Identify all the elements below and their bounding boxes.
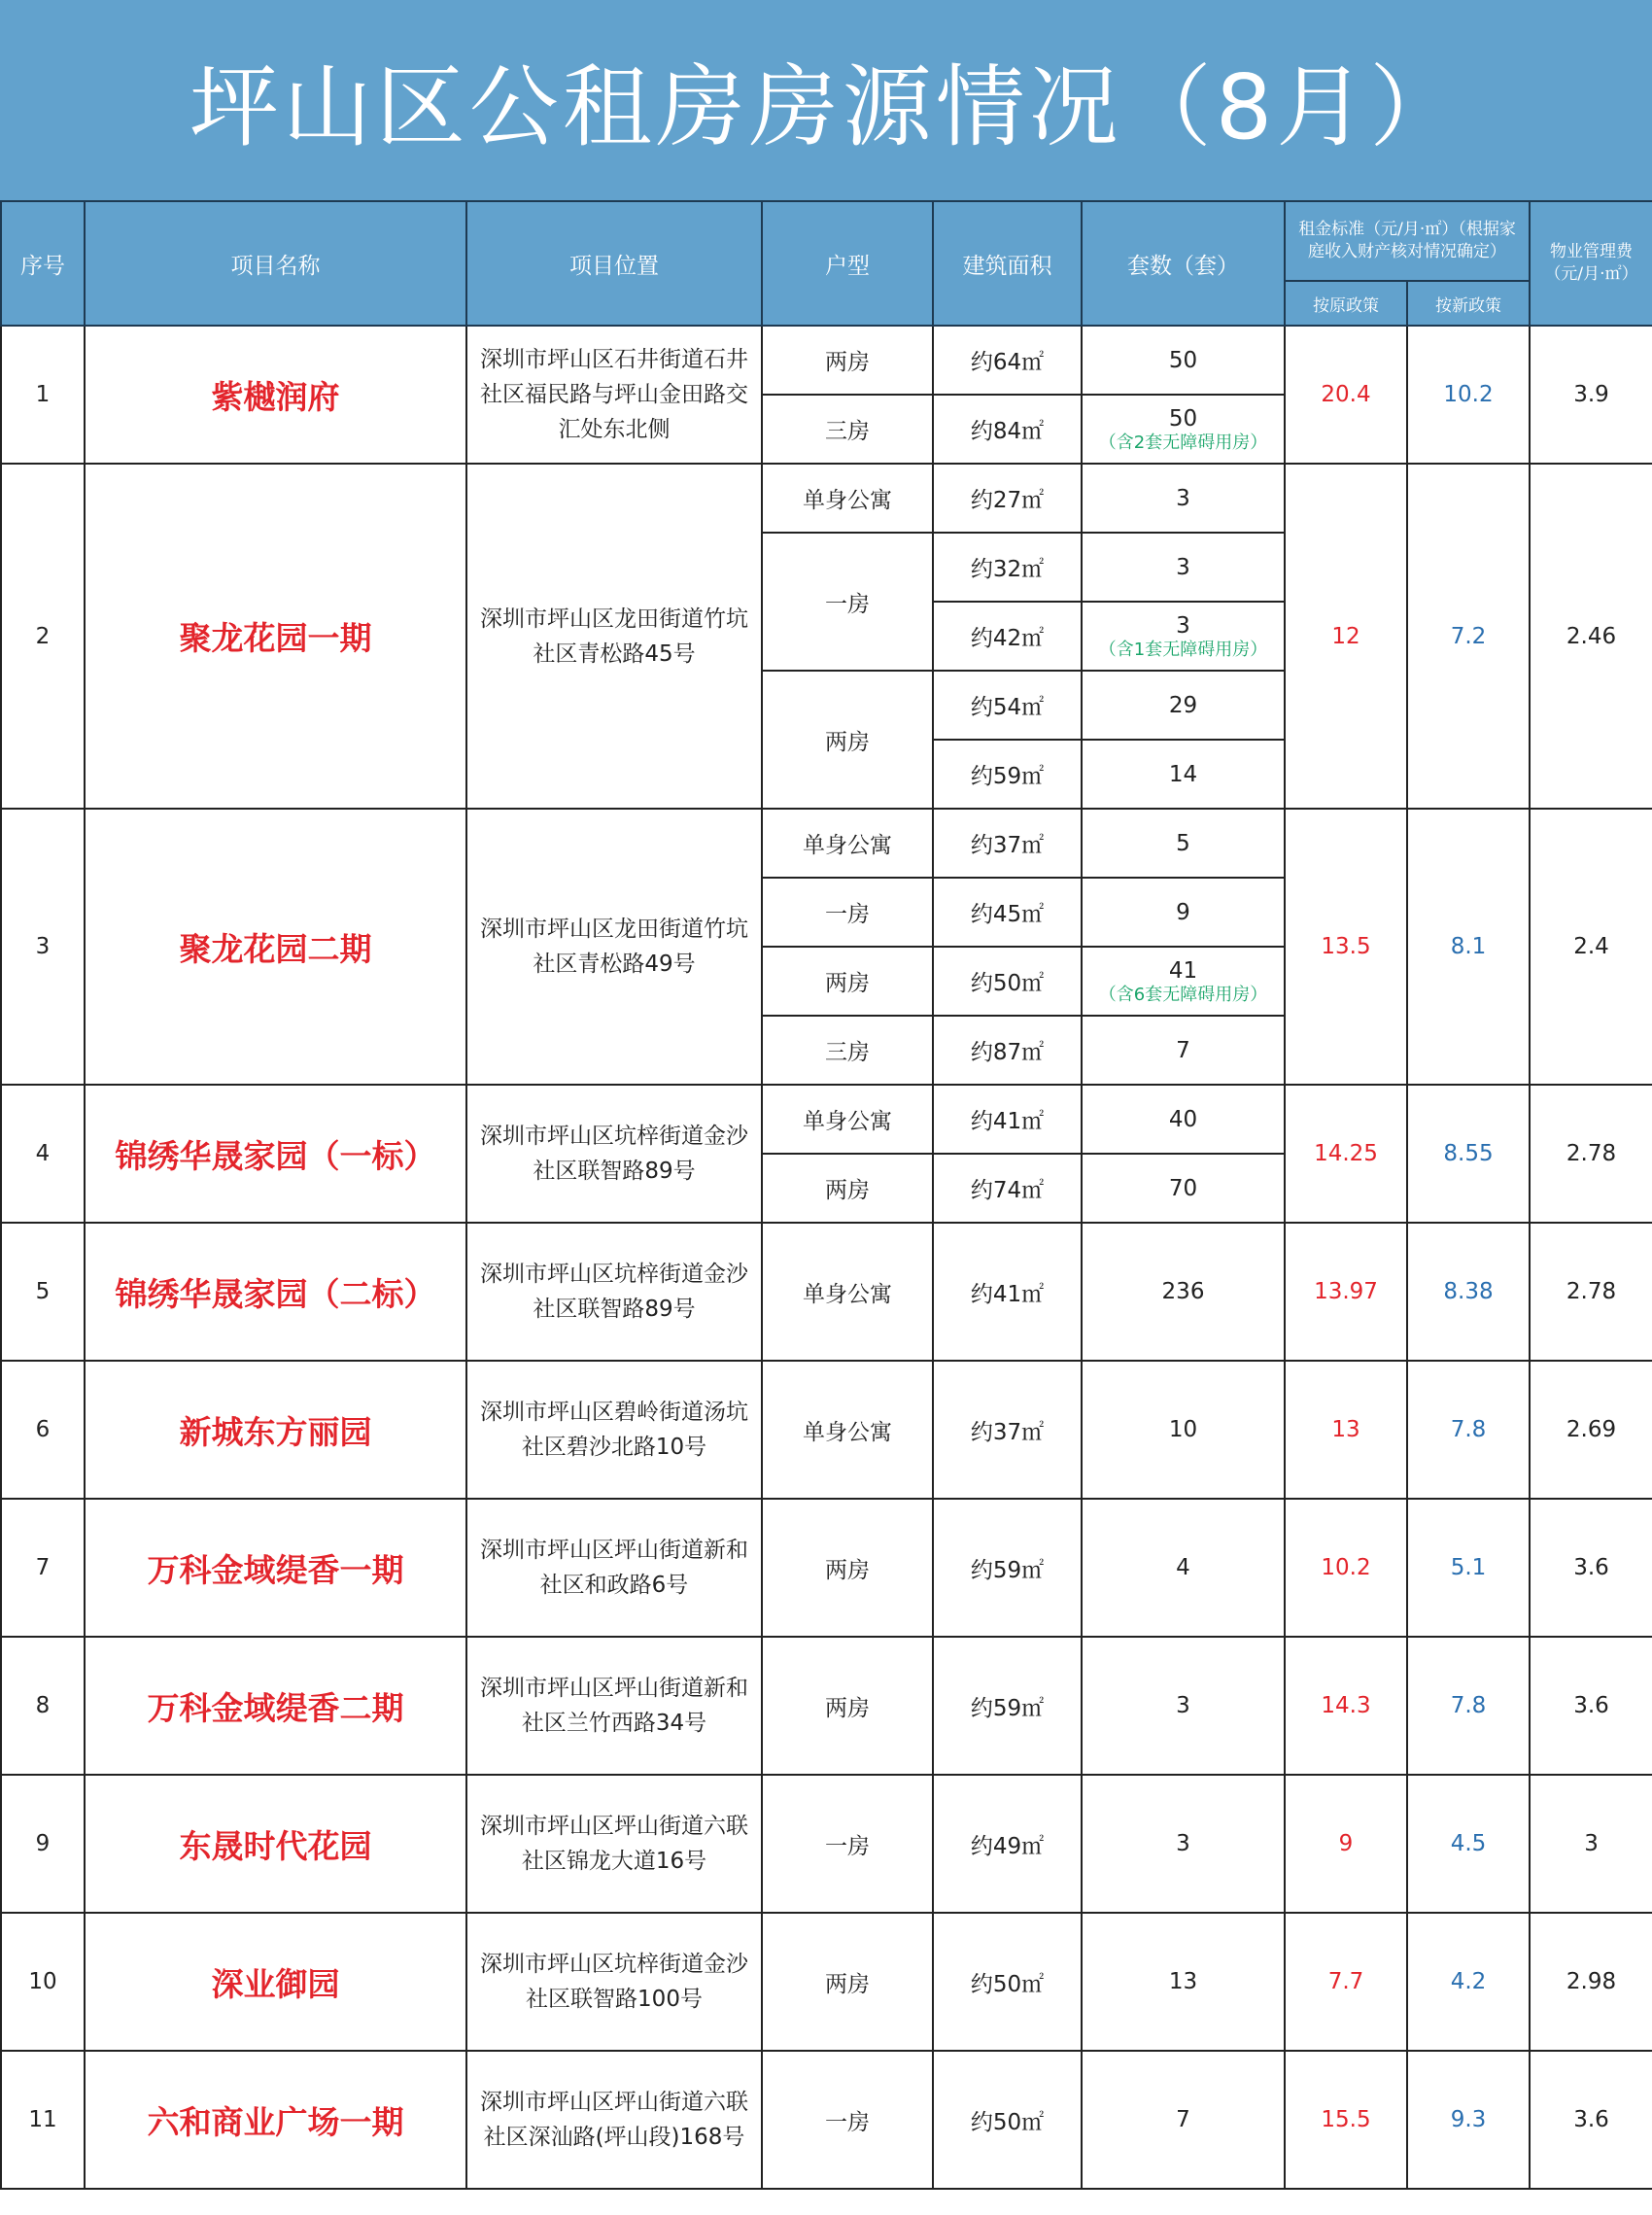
unit-area: 约41㎡	[933, 1223, 1082, 1361]
accessible-unit-note: （含1套无障碍用房）	[1098, 639, 1268, 660]
unit-count-value: 9	[1176, 899, 1190, 925]
unit-count-value: 3	[1176, 1693, 1190, 1718]
unit-type: 单身公寓	[762, 1223, 933, 1361]
project-name: 锦绣华晟家园（一标）	[85, 1085, 466, 1223]
unit-count	[1082, 1223, 1285, 1361]
table-row	[1, 1499, 1652, 1637]
rent-new-policy: 7.2	[1407, 464, 1530, 809]
table-row	[1, 1775, 1652, 1913]
unit-count	[1082, 1913, 1285, 2051]
project-location: 深圳市坪山区坑梓街道金沙社区联智路100号	[466, 1913, 762, 2051]
unit-area: 约41㎡	[933, 1085, 1082, 1154]
unit-area: 约50㎡	[933, 947, 1082, 1016]
header-fee: 物业管理费（元/月·㎡）	[1530, 201, 1652, 326]
unit-count	[1082, 1637, 1285, 1775]
management-fee: 3.9	[1530, 326, 1652, 464]
unit-count	[1082, 2051, 1285, 2189]
unit-count	[1082, 878, 1285, 947]
header-type: 户型	[762, 201, 933, 326]
project-name: 紫樾润府	[85, 326, 466, 464]
unit-area: 约50㎡	[933, 1913, 1082, 2051]
unit-type: 两房	[762, 1154, 933, 1223]
unit-count	[1082, 947, 1285, 1016]
unit-count	[1082, 809, 1285, 878]
table-row	[1, 809, 1652, 878]
table-body	[1, 326, 1652, 2189]
rent-old-policy: 7.7	[1285, 1913, 1407, 2051]
unit-count	[1082, 1499, 1285, 1637]
project-name: 六和商业广场一期	[85, 2051, 466, 2189]
header-units: 套数（套）	[1082, 201, 1285, 326]
accessible-unit-note: （含6套无障碍用房）	[1098, 984, 1268, 1005]
unit-count-value: 41	[1168, 957, 1198, 984]
unit-count-value: 5	[1176, 830, 1190, 856]
accessible-unit-note: （含2套无障碍用房）	[1098, 432, 1268, 453]
rent-old-policy: 10.2	[1285, 1499, 1407, 1637]
unit-count	[1082, 1775, 1285, 1913]
row-seq: 6	[1, 1361, 85, 1499]
table-row	[1, 326, 1652, 395]
unit-count-value: 236	[1161, 1279, 1205, 1304]
header-rent: 租金标准（元/月·㎡）（根据家庭收入财产核对情况确定）	[1285, 201, 1530, 281]
project-name: 万科金域缇香二期	[85, 1637, 466, 1775]
unit-type: 两房	[762, 947, 933, 1016]
row-seq: 8	[1, 1637, 85, 1775]
project-location: 深圳市坪山区坑梓街道金沙社区联智路89号	[466, 1223, 762, 1361]
rent-new-policy: 5.1	[1407, 1499, 1530, 1637]
rent-old-policy: 14.3	[1285, 1637, 1407, 1775]
table-row	[1, 1085, 1652, 1154]
unit-type: 三房	[762, 395, 933, 464]
rent-old-policy: 13.97	[1285, 1223, 1407, 1361]
unit-type: 单身公寓	[762, 464, 933, 533]
unit-count-value: 3	[1176, 554, 1190, 580]
table-row	[1, 464, 1652, 533]
table-row	[1, 1223, 1652, 1361]
unit-type: 两房	[762, 1637, 933, 1775]
unit-count-value: 10	[1168, 1417, 1198, 1442]
rent-old-policy: 20.4	[1285, 326, 1407, 464]
title-banner	[0, 0, 1652, 200]
unit-count	[1082, 464, 1285, 533]
management-fee: 2.4	[1530, 809, 1652, 1085]
management-fee: 2.78	[1530, 1223, 1652, 1361]
table-row	[1, 1913, 1652, 2051]
unit-type: 三房	[762, 1016, 933, 1085]
unit-area: 约59㎡	[933, 1499, 1082, 1637]
rent-old-policy: 15.5	[1285, 2051, 1407, 2189]
unit-count-value: 13	[1168, 1969, 1198, 1994]
project-location: 深圳市坪山区坪山街道新和社区和政路6号	[466, 1499, 762, 1637]
unit-count	[1082, 602, 1285, 671]
unit-type: 两房	[762, 671, 933, 809]
project-location: 深圳市坪山区碧岭街道汤坑社区碧沙北路10号	[466, 1361, 762, 1499]
unit-count	[1082, 1085, 1285, 1154]
unit-count	[1082, 395, 1285, 464]
unit-count-value: 3	[1176, 612, 1190, 639]
header-area: 建筑面积	[933, 201, 1082, 326]
row-seq: 7	[1, 1499, 85, 1637]
unit-count-value: 40	[1168, 1106, 1198, 1132]
project-name: 聚龙花园一期	[85, 464, 466, 809]
unit-area: 约74㎡	[933, 1154, 1082, 1223]
unit-count-value: 4	[1176, 1555, 1190, 1580]
header-rent-new: 按新政策	[1407, 281, 1530, 326]
rent-new-policy: 7.8	[1407, 1637, 1530, 1775]
unit-type: 单身公寓	[762, 809, 933, 878]
management-fee: 3.6	[1530, 2051, 1652, 2189]
rent-new-policy: 10.2	[1407, 326, 1530, 464]
unit-type: 一房	[762, 878, 933, 947]
unit-count-value: 29	[1168, 692, 1198, 718]
management-fee: 2.98	[1530, 1913, 1652, 2051]
unit-count-value: 7	[1176, 2107, 1190, 2132]
row-seq: 5	[1, 1223, 85, 1361]
row-seq: 10	[1, 1913, 85, 2051]
unit-area: 约59㎡	[933, 1637, 1082, 1775]
rent-new-policy: 4.2	[1407, 1913, 1530, 2051]
rent-old-policy: 12	[1285, 464, 1407, 809]
management-fee: 3	[1530, 1775, 1652, 1913]
row-seq: 2	[1, 464, 85, 809]
row-seq: 9	[1, 1775, 85, 1913]
rent-old-policy: 13	[1285, 1361, 1407, 1499]
unit-area: 约50㎡	[933, 2051, 1082, 2189]
project-location: 深圳市坪山区石井街道石井社区福民路与坪山金田路交汇处东北侧	[466, 326, 762, 464]
rent-new-policy: 8.55	[1407, 1085, 1530, 1223]
unit-area: 约54㎡	[933, 671, 1082, 740]
management-fee: 2.46	[1530, 464, 1652, 809]
unit-area: 约42㎡	[933, 602, 1082, 671]
management-fee: 2.78	[1530, 1085, 1652, 1223]
header-name: 项目名称	[85, 201, 466, 326]
unit-count-value: 3	[1176, 1831, 1190, 1856]
table-row	[1, 1637, 1652, 1775]
unit-count	[1082, 326, 1285, 395]
unit-type: 两房	[762, 1913, 933, 2051]
table-row	[1, 1361, 1652, 1499]
project-location: 深圳市坪山区坪山街道六联社区深汕路(坪山段)168号	[466, 2051, 762, 2189]
unit-count	[1082, 671, 1285, 740]
management-fee: 2.69	[1530, 1361, 1652, 1499]
unit-area: 约59㎡	[933, 740, 1082, 809]
management-fee: 3.6	[1530, 1499, 1652, 1637]
unit-count-value: 7	[1176, 1037, 1190, 1063]
unit-area: 约37㎡	[933, 809, 1082, 878]
project-location: 深圳市坪山区龙田街道竹坑社区青松路49号	[466, 809, 762, 1085]
unit-area: 约87㎡	[933, 1016, 1082, 1085]
project-name: 万科金域缇香一期	[85, 1499, 466, 1637]
unit-type: 一房	[762, 533, 933, 671]
project-name: 东晟时代花园	[85, 1775, 466, 1913]
unit-area: 约64㎡	[933, 326, 1082, 395]
unit-area: 约45㎡	[933, 878, 1082, 947]
row-seq: 3	[1, 809, 85, 1085]
unit-area: 约27㎡	[933, 464, 1082, 533]
project-name: 聚龙花园二期	[85, 809, 466, 1085]
rent-new-policy: 8.1	[1407, 809, 1530, 1085]
project-location: 深圳市坪山区坪山街道六联社区锦龙大道16号	[466, 1775, 762, 1913]
rent-new-policy: 7.8	[1407, 1361, 1530, 1499]
row-seq: 1	[1, 326, 85, 464]
rent-new-policy: 9.3	[1407, 2051, 1530, 2189]
unit-count	[1082, 740, 1285, 809]
unit-count-value: 3	[1176, 485, 1190, 511]
rent-new-policy: 4.5	[1407, 1775, 1530, 1913]
header-location: 项目位置	[466, 201, 762, 326]
rent-old-policy: 13.5	[1285, 809, 1407, 1085]
unit-area: 约32㎡	[933, 533, 1082, 602]
rent-old-policy: 14.25	[1285, 1085, 1407, 1223]
project-name: 锦绣华晟家园（二标）	[85, 1223, 466, 1361]
rent-old-policy: 9	[1285, 1775, 1407, 1913]
unit-count-value: 14	[1168, 761, 1198, 787]
housing-table	[0, 200, 1652, 2190]
page-title: 坪山区公租房房源情况（8月）	[189, 55, 1463, 159]
row-seq: 11	[1, 2051, 85, 2189]
table-header	[1, 201, 1652, 326]
unit-type: 两房	[762, 326, 933, 395]
project-location: 深圳市坪山区坪山街道新和社区兰竹西路34号	[466, 1637, 762, 1775]
header-rent-old: 按原政策	[1285, 281, 1407, 326]
project-location: 深圳市坪山区坑梓街道金沙社区联智路89号	[466, 1085, 762, 1223]
unit-count	[1082, 1016, 1285, 1085]
unit-area: 约37㎡	[933, 1361, 1082, 1499]
unit-count	[1082, 1361, 1285, 1499]
unit-count-value: 70	[1168, 1175, 1198, 1201]
table-row	[1, 2051, 1652, 2189]
project-name: 新城东方丽园	[85, 1361, 466, 1499]
header-seq: 序号	[1, 201, 85, 326]
row-seq: 4	[1, 1085, 85, 1223]
unit-count	[1082, 1154, 1285, 1223]
rent-new-policy: 8.38	[1407, 1223, 1530, 1361]
unit-type: 一房	[762, 2051, 933, 2189]
management-fee: 3.6	[1530, 1637, 1652, 1775]
project-name: 深业御园	[85, 1913, 466, 2051]
unit-count-value: 50	[1168, 347, 1198, 373]
unit-type: 单身公寓	[762, 1361, 933, 1499]
unit-area: 约49㎡	[933, 1775, 1082, 1913]
project-location: 深圳市坪山区龙田街道竹坑社区青松路45号	[466, 464, 762, 809]
unit-type: 单身公寓	[762, 1085, 933, 1154]
unit-area: 约84㎡	[933, 395, 1082, 464]
unit-count-value: 50	[1168, 405, 1198, 432]
unit-count	[1082, 533, 1285, 602]
unit-type: 两房	[762, 1499, 933, 1637]
unit-type: 一房	[762, 1775, 933, 1913]
